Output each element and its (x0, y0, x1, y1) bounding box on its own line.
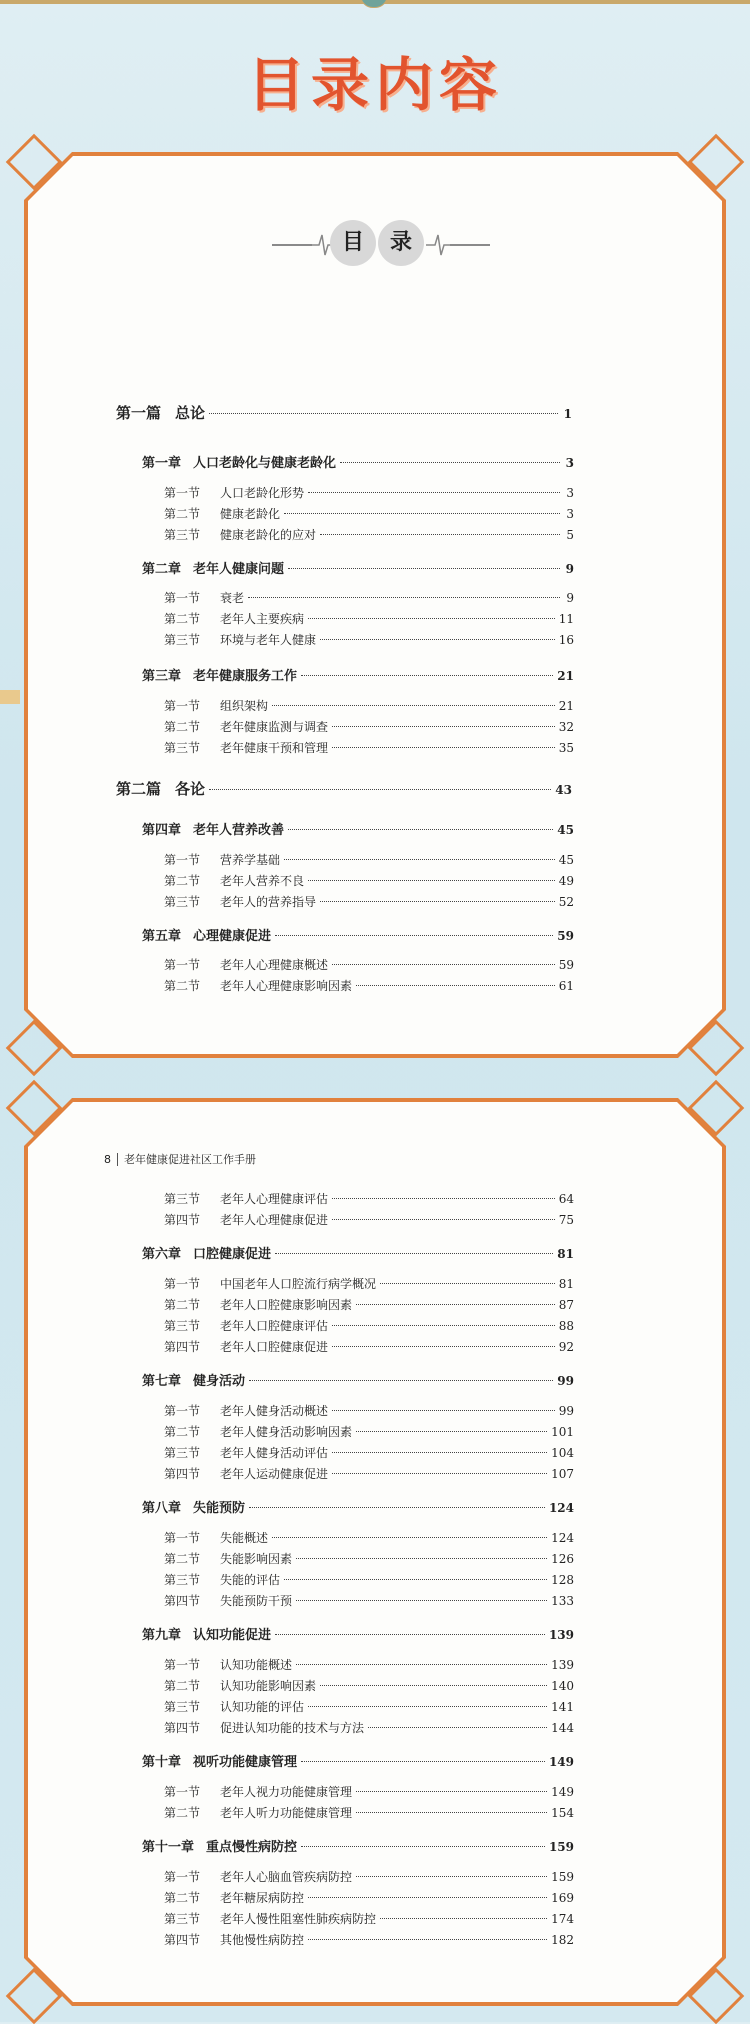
entry-title: 老年人心理健康概述 (220, 958, 329, 972)
entry-title: 组织架构 (220, 699, 269, 713)
entry-label: 第三节 (164, 528, 201, 542)
leader-dots (332, 964, 555, 965)
toc-section-row[interactable] (164, 1317, 574, 1334)
toc-section-row[interactable] (164, 1529, 574, 1546)
toc-chapter-row[interactable] (142, 1624, 574, 1643)
entry-title: 老年健康监测与调查 (220, 720, 329, 734)
toc-section-row[interactable] (164, 1889, 574, 1906)
banner-title: 目录内容 (246, 51, 503, 119)
toc-section-row[interactable] (164, 1211, 574, 1228)
entry-page: 182 (551, 1933, 574, 1947)
toc-chapter-row[interactable] (142, 452, 574, 471)
entry-title: 健身活动 (193, 1374, 246, 1389)
entry-label: 第三节 (164, 1912, 201, 1926)
leader-dots (296, 1600, 547, 1601)
toc-section-row[interactable] (164, 1677, 574, 1694)
toc-chapter-row[interactable] (142, 1836, 574, 1855)
entry-title: 老年健康服务工作 (193, 669, 298, 684)
toc-chapter-row[interactable] (142, 1751, 574, 1770)
entry-label: 第二节 (164, 720, 201, 734)
toc-section-row[interactable] (164, 1804, 574, 1821)
entry-label: 第三节 (164, 633, 201, 647)
entry-page: 149 (548, 1755, 574, 1769)
leader-dots (332, 1452, 547, 1453)
entry-title: 老年人口腔健康评估 (220, 1319, 329, 1333)
entry-page: 45 (557, 823, 574, 837)
entry-title: 总论 (175, 404, 206, 422)
leader-dots (296, 1558, 547, 1559)
entry-title: 失能概述 (220, 1531, 269, 1545)
entry-label: 第一节 (164, 1277, 201, 1291)
entry-title: 老年人健身活动评估 (220, 1446, 329, 1460)
leader-dots (332, 1410, 555, 1411)
entry-label: 第一节 (164, 1658, 201, 1672)
entry-page: 107 (551, 1467, 574, 1481)
entry-page: 75 (558, 1213, 574, 1227)
entry-label: 第十一章 (142, 1840, 195, 1855)
side-decoration (0, 690, 20, 704)
entry-title: 老年人营养不良 (220, 874, 305, 888)
entry-title: 老年人健身活动概述 (220, 1404, 329, 1418)
entry-title: 老年人健身活动影响因素 (220, 1425, 353, 1439)
entry-page: 81 (558, 1277, 574, 1291)
entry-label: 第二节 (164, 874, 201, 888)
entry-label: 第一节 (164, 699, 201, 713)
entry-page: 174 (551, 1912, 574, 1926)
leader-dots (332, 726, 555, 727)
leader-dots (356, 1791, 547, 1792)
leader-dots (249, 1380, 553, 1381)
entry-title: 失能预防干预 (220, 1594, 293, 1608)
leader-dots (308, 1897, 547, 1898)
leader-dots (340, 462, 560, 463)
entry-label: 第二节 (164, 507, 201, 521)
entry-page: 3 (565, 456, 574, 470)
leader-dots (320, 901, 555, 902)
entry-page: 11 (558, 612, 574, 626)
leader-dots (356, 1431, 547, 1432)
entry-label: 第七章 (142, 1374, 182, 1389)
entry-label: 第四章 (142, 823, 182, 838)
toc-section-row[interactable] (164, 1910, 574, 1927)
entry-page: 9 (566, 591, 574, 605)
leader-dots (308, 1939, 547, 1940)
toc-chapter-row[interactable] (142, 819, 574, 838)
entry-label: 第一节 (164, 958, 201, 972)
entry-label: 第二节 (164, 1552, 201, 1566)
leader-dots (209, 789, 551, 790)
entry-title: 营养学基础 (220, 853, 281, 867)
entry-title: 心理健康促进 (193, 929, 272, 944)
leader-dots (284, 1579, 547, 1580)
entry-page: 64 (558, 1192, 574, 1206)
toc-section-row[interactable] (164, 872, 574, 889)
entry-page: 87 (558, 1298, 574, 1312)
toc-section-row[interactable] (164, 1423, 574, 1440)
toc-section-row[interactable] (164, 505, 574, 522)
entry-page: 154 (551, 1806, 574, 1820)
entry-page: 52 (558, 895, 574, 909)
entry-page: 99 (558, 1404, 574, 1418)
toc-chapter-row[interactable] (142, 1370, 574, 1389)
entry-title: 老年人心理健康评估 (220, 1192, 329, 1206)
toc-chapter-row[interactable] (142, 925, 574, 944)
entry-title: 重点慢性病防控 (206, 1840, 298, 1855)
entry-label: 第四节 (164, 1340, 201, 1354)
entry-label: 第一节 (164, 1870, 201, 1884)
entry-page: 9 (565, 562, 574, 576)
entry-page: 133 (551, 1594, 574, 1608)
entry-page: 128 (551, 1573, 574, 1587)
toc-section-row[interactable] (164, 893, 574, 910)
toc-section-row[interactable] (164, 851, 574, 868)
entry-label: 第一节 (164, 853, 201, 867)
entry-page: 139 (548, 1628, 574, 1642)
toc-section-row[interactable] (164, 1698, 574, 1715)
entry-title: 老年人视力功能健康管理 (220, 1785, 353, 1799)
entry-label: 第二节 (164, 612, 201, 626)
entry-title: 老年糖尿病防控 (220, 1891, 305, 1905)
toc-chapter-row[interactable] (142, 1243, 574, 1262)
entry-title: 老年健康干预和管理 (220, 741, 329, 755)
entry-title: 老年人听力功能健康管理 (220, 1806, 353, 1820)
entry-label: 第五章 (142, 929, 182, 944)
toc-section-row[interactable] (164, 1275, 574, 1292)
entry-title: 认知功能影响因素 (220, 1679, 317, 1693)
entry-page: 45 (558, 853, 574, 867)
entry-label: 第二节 (164, 979, 201, 993)
book-title: 老年健康促进社区工作手册 (124, 1153, 256, 1166)
entry-label: 第三节 (164, 895, 201, 909)
entry-title: 老年人口腔健康影响因素 (220, 1298, 353, 1312)
entry-page: 139 (551, 1658, 574, 1672)
toc-chapter-row[interactable] (142, 1497, 574, 1516)
toc-section-row[interactable] (164, 1783, 574, 1800)
entry-label: 第九章 (142, 1628, 182, 1643)
toc-section-row[interactable] (164, 718, 574, 735)
toc-card-2 (24, 1098, 726, 2006)
leader-dots (296, 1664, 547, 1665)
entry-title: 老年人心理健康影响因素 (220, 979, 353, 993)
entry-page: 99 (557, 1374, 574, 1388)
leader-dots (301, 1761, 545, 1762)
entry-page: 159 (551, 1870, 574, 1884)
entry-title: 老年人的营养指导 (220, 895, 317, 909)
leader-dots (284, 513, 560, 514)
entry-page: 104 (551, 1446, 574, 1460)
entry-page: 124 (548, 1501, 574, 1515)
toc-card-1 (24, 152, 726, 1058)
entry-page: 21 (558, 699, 574, 713)
entry-page: 49 (558, 874, 574, 888)
entry-page: 101 (551, 1425, 574, 1439)
entry-label: 第一节 (164, 591, 201, 605)
leader-dots (332, 747, 555, 748)
entry-title: 失能影响因素 (220, 1552, 293, 1566)
entry-title: 中国老年人口腔流行病学概况 (220, 1277, 377, 1291)
leader-dots (332, 1325, 555, 1326)
entry-page: 144 (551, 1721, 574, 1735)
leader-dots (320, 1685, 547, 1686)
toc-section-row[interactable] (164, 956, 574, 973)
entry-label: 第一节 (164, 1785, 201, 1799)
entry-label: 第二篇 (116, 780, 162, 798)
entry-label: 第三节 (164, 1573, 201, 1587)
toc-section-row[interactable] (164, 1465, 574, 1482)
entry-title: 健康老龄化的应对 (220, 528, 317, 542)
entry-page: 149 (551, 1785, 574, 1799)
entry-label: 第十章 (142, 1755, 182, 1770)
entry-title: 失能的评估 (220, 1573, 281, 1587)
leader-dots (209, 413, 558, 414)
entry-label: 第六章 (142, 1247, 182, 1262)
toc-part-row[interactable] (116, 778, 572, 799)
toc-section-row[interactable] (164, 1592, 574, 1609)
leader-dots (288, 829, 553, 830)
entry-page: 59 (558, 958, 574, 972)
entry-title: 其他慢性病防控 (220, 1933, 305, 1947)
entry-title: 口腔健康促进 (193, 1247, 272, 1262)
top-ornament (360, 0, 388, 8)
header-char-1: 目 (330, 220, 376, 266)
leader-dots (320, 639, 555, 640)
leader-dots (275, 1634, 545, 1635)
entry-title: 老年人运动健康促进 (220, 1467, 329, 1481)
leader-dots (308, 1706, 547, 1707)
entry-title: 环境与老年人健康 (220, 633, 317, 647)
entry-page: 32 (558, 720, 574, 734)
toc-section-row[interactable] (164, 977, 574, 994)
toc-part-row[interactable] (116, 402, 572, 423)
toc-section-row[interactable] (164, 1402, 574, 1419)
entry-label: 第三节 (164, 741, 201, 755)
leader-dots (272, 705, 555, 706)
leader-dots (320, 534, 560, 535)
entry-label: 第三章 (142, 669, 182, 684)
entry-label: 第一节 (164, 1404, 201, 1418)
entry-label: 第三节 (164, 1192, 201, 1206)
leader-dots (356, 1876, 547, 1877)
toc-section-row[interactable] (164, 697, 574, 714)
leader-dots (248, 597, 560, 598)
entry-label: 第八章 (142, 1501, 182, 1516)
leader-dots (249, 1507, 545, 1508)
entry-page: 141 (551, 1700, 574, 1714)
leader-dots (275, 935, 553, 936)
entry-page: 21 (557, 669, 574, 683)
toc-section-row[interactable] (164, 1656, 574, 1673)
running-head (104, 1151, 256, 1167)
toc-section-row[interactable] (164, 631, 574, 648)
entry-title: 人口老龄化形势 (220, 486, 305, 500)
entry-title: 健康老龄化 (220, 507, 281, 521)
entry-title: 老年人心脑血管疾病防控 (220, 1870, 353, 1884)
leader-dots (308, 492, 560, 493)
entry-title: 衰老 (220, 591, 245, 605)
entry-page: 3 (566, 486, 574, 500)
header-line-left (272, 244, 312, 246)
entry-label: 第三节 (164, 1700, 201, 1714)
leader-dots (301, 675, 553, 676)
entry-label: 第四节 (164, 1933, 201, 1947)
toc-section-row[interactable] (164, 1571, 574, 1588)
entry-title: 人口老龄化与健康老龄化 (193, 456, 337, 471)
entry-page: 88 (558, 1319, 574, 1333)
toc-section-row[interactable] (164, 1719, 574, 1736)
toc-section-row[interactable] (164, 1550, 574, 1567)
entry-title: 老年人主要疾病 (220, 612, 305, 626)
entry-title: 老年人口腔健康促进 (220, 1340, 329, 1354)
leader-dots (272, 1537, 547, 1538)
entry-title: 认知功能概述 (220, 1658, 293, 1672)
entry-label: 第二节 (164, 1298, 201, 1312)
entry-page: 5 (566, 528, 574, 542)
entry-title: 各论 (175, 780, 206, 798)
leader-dots (308, 880, 555, 881)
leader-dots (332, 1473, 547, 1474)
entry-label: 第二节 (164, 1806, 201, 1820)
entry-page: 169 (551, 1891, 574, 1905)
header-char-2: 录 (378, 220, 424, 266)
entry-label: 第一节 (164, 1531, 201, 1545)
entry-label: 第四节 (164, 1213, 201, 1227)
leader-dots (284, 859, 555, 860)
leader-dots (332, 1198, 555, 1199)
toc-section-row[interactable] (164, 589, 574, 606)
toc-section-row[interactable] (164, 1868, 574, 1885)
entry-page: 92 (558, 1340, 574, 1354)
leader-dots (288, 568, 560, 569)
toc-section-row[interactable] (164, 1444, 574, 1461)
entry-title: 促进认知功能的技术与方法 (220, 1721, 365, 1735)
entry-page: 59 (557, 929, 574, 943)
leader-dots (275, 1253, 553, 1254)
leader-dots (332, 1346, 555, 1347)
entry-label: 第四节 (164, 1721, 201, 1735)
entry-label: 第二节 (164, 1425, 201, 1439)
entry-page: 35 (558, 741, 574, 755)
entry-page: 124 (551, 1531, 574, 1545)
entry-label: 第一节 (164, 486, 201, 500)
entry-label: 第一章 (142, 456, 182, 471)
entry-label: 第四节 (164, 1467, 201, 1481)
leader-dots (332, 1219, 555, 1220)
leader-dots (380, 1918, 547, 1919)
entry-label: 第四节 (164, 1594, 201, 1608)
entry-title: 认知功能的评估 (220, 1700, 305, 1714)
toc-section-row[interactable] (164, 526, 574, 543)
entry-title: 老年人心理健康促进 (220, 1213, 329, 1227)
header-line-right (450, 244, 490, 246)
entry-label: 第三节 (164, 1319, 201, 1333)
leader-dots (301, 1846, 545, 1847)
entry-page: 126 (551, 1552, 574, 1566)
toc-section-row[interactable] (164, 610, 574, 627)
entry-label: 第二节 (164, 1891, 201, 1905)
page-number: 8 (104, 1153, 118, 1166)
entry-page: 81 (557, 1247, 574, 1261)
toc-section-row[interactable] (164, 1190, 574, 1207)
entry-title: 视听功能健康管理 (193, 1755, 298, 1770)
toc-section-row[interactable] (164, 1931, 574, 1948)
entry-page: 61 (558, 979, 574, 993)
entry-page: 16 (558, 633, 574, 647)
entry-title: 认知功能促进 (193, 1628, 272, 1643)
entry-page: 140 (551, 1679, 574, 1693)
leader-dots (380, 1283, 555, 1284)
leader-dots (356, 1812, 547, 1813)
leader-dots (308, 618, 555, 619)
toc-section-row[interactable] (164, 484, 574, 501)
entry-label: 第二节 (164, 1679, 201, 1693)
toc-chapter-row[interactable] (142, 665, 574, 684)
entry-title: 失能预防 (193, 1501, 246, 1516)
toc-section-row[interactable] (164, 739, 574, 756)
entry-title: 老年人健康问题 (193, 562, 285, 577)
entry-label: 第二章 (142, 562, 182, 577)
toc-header (24, 220, 726, 270)
entry-page: 1 (563, 407, 572, 421)
entry-label: 第三节 (164, 1446, 201, 1460)
entry-page: 43 (555, 783, 572, 797)
entry-title: 老年人营养改善 (193, 823, 285, 838)
toc-section-row[interactable] (164, 1338, 574, 1355)
entry-page: 3 (566, 507, 574, 521)
entry-page: 159 (548, 1840, 574, 1854)
leader-dots (368, 1727, 547, 1728)
entry-title: 老年人慢性阻塞性肺疾病防控 (220, 1912, 377, 1926)
entry-label: 第一篇 (116, 404, 162, 422)
leader-dots (356, 1304, 555, 1305)
toc-section-row[interactable] (164, 1296, 574, 1313)
toc-chapter-row[interactable] (142, 558, 574, 577)
leader-dots (356, 985, 555, 986)
